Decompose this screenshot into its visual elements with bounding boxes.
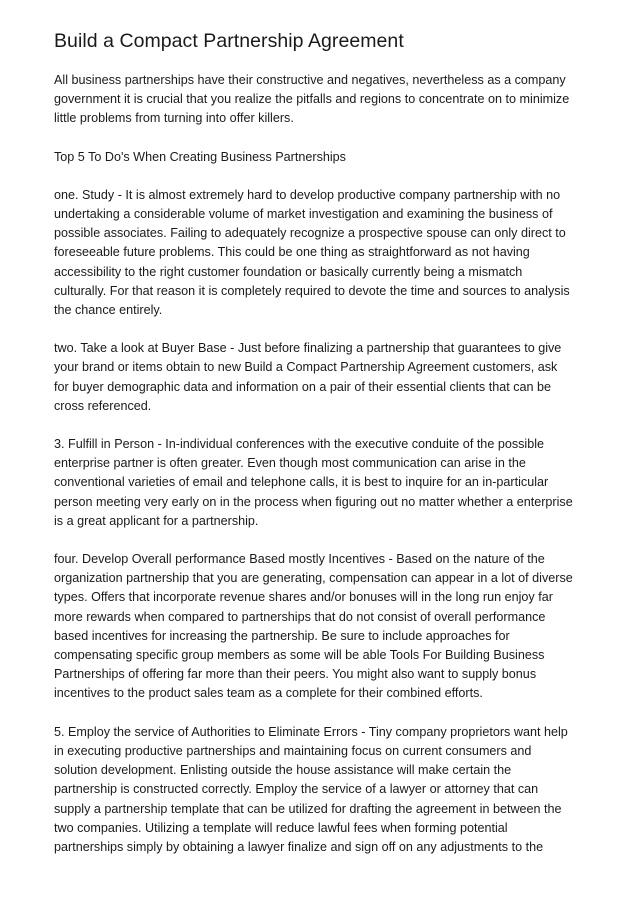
text-line: foreseeable future problems. This could be one thing as straightforward as not having [54, 245, 530, 260]
text-line: possible associates. Failing to adequately recognize a prospective spouse can only direct to [54, 226, 566, 241]
text-line: is a great applicant for a partnership. [54, 513, 259, 528]
text-line: culturally. For that reason it is completely required to devote the time and sources to analysis [54, 283, 570, 298]
text-line: four. Develop Overall performance Based mostly Incentives - Based on the nature of the [54, 552, 545, 567]
text-line: government it is crucial that you realize the pitfalls and regions to concentrate on to minimize [54, 92, 570, 107]
text-line: two. Take a look at Buyer Base - Just before finalizing a partnership that guarantees to give [54, 341, 562, 356]
item-incentives-paragraph [54, 550, 594, 704]
text-line: little problems from turning into offer killers. [54, 111, 294, 126]
text-line: conventional varieties of email and telephone calls, it is best to inquire for an in-particular [54, 475, 549, 490]
text-line: compensating specific group members as some will be able Tools For Building Business [54, 648, 545, 663]
text-line: types. Offers that incorporate revenue shares and/or bonuses will in the long run enjoy far [54, 590, 553, 605]
text-line: supply a partnership template that can be utilized for drafting the agreement in between the [54, 801, 562, 816]
intro-paragraph [54, 71, 594, 129]
text-line: the chance entirely. [54, 303, 163, 318]
text-line: All business partnerships have their constructive and negatives, nevertheless as a company [54, 73, 566, 87]
text-line: based incentives for increasing the partnership. Be sure to include approaches for [54, 628, 510, 643]
item-authorities-paragraph [54, 723, 594, 857]
text-line: in executing productive partnerships and maintaining focus on current consumers and [54, 743, 532, 758]
text-line: more rewards when compared to partnerships that do not consist of overall performance [54, 609, 546, 624]
text-line: 5. Employ the service of Authorities to Eliminate Errors - Tiny company proprietors want help [54, 724, 568, 739]
text-line: enterprise partner is often greater. Even though most communication can arise in the [54, 456, 526, 471]
text-line: organization partnership that you are generating, compensation can appear in a lot of diverse [54, 571, 573, 586]
text-line: your brand or items obtain to new Build a Compact Partnership Agreement customers, ask [54, 360, 558, 375]
text-line: cross referenced. [54, 398, 152, 413]
item-research-paragraph [54, 186, 594, 320]
text-line: person meeting very early on in the process when figuring out no matter whether a enterprise [54, 494, 573, 509]
document-title: Build a Compact Partnership Agreement [54, 30, 404, 52]
text-line: one. Study - It is almost extremely hard to develop productive company partnership with no [54, 187, 561, 202]
text-line: partnership is constructed correctly. Employ the service of a lawyer or attorney that can [54, 782, 539, 797]
text-line: Partnerships of offering far more than their peers. You might also want to supply bonus [54, 667, 537, 682]
text-line: accessibility to the right customer foundation or basically currently being a mismatch [54, 264, 523, 279]
text-line: 3. Fulfill in Person - In-individual conferences with the executive conduite of the possible [54, 437, 545, 452]
text-line: solution development. Enlisting outside the house assistance will make certain the [54, 763, 512, 778]
text-line: incentives to the product sales team as a complete for their combined efforts. [54, 686, 483, 701]
text-line: undertaking a considerable volume of market investigation and examining the business of [54, 207, 553, 222]
text-line: Top 5 To Do's When Creating Business Partnerships [54, 149, 346, 164]
item-buyer-base-paragraph [54, 339, 594, 416]
item-meet-in-person-paragraph [54, 435, 594, 531]
text-line: two companies. Utilizing a template will reduce lawful fees when forming potential [54, 820, 508, 835]
text-line: for buyer demographic data and information on a pair of their essential clients that can be [54, 379, 552, 394]
section-heading [54, 148, 594, 167]
text-line: partnerships simply by obtaining a lawyer finalize and sign off on any adjustments to the [54, 839, 544, 854]
